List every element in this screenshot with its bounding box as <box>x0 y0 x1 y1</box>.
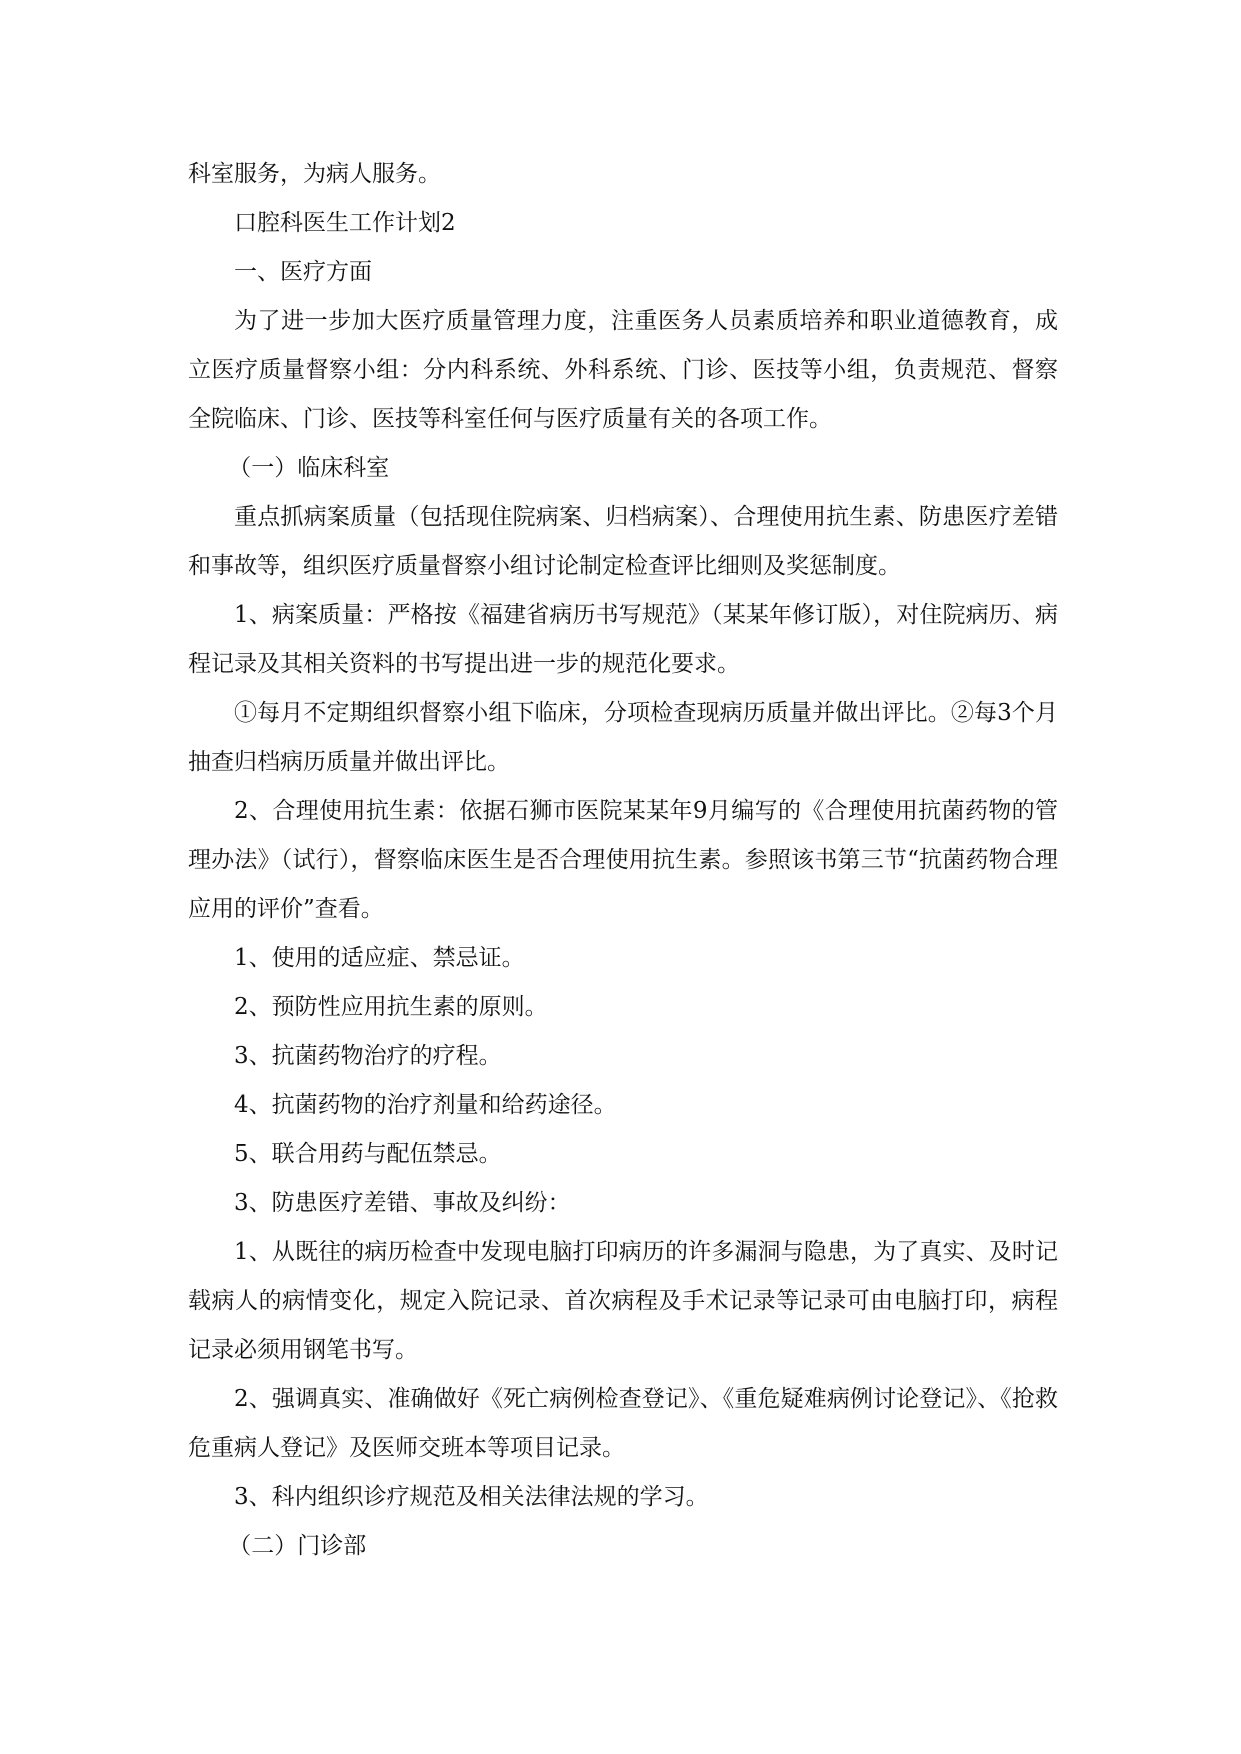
paragraph: 2、合理使用抗生素：依据石狮市医院某某年9月编写的《合理使用抗菌药物的管理办法》（试行），督察临床医生是否合理使用抗生素。参照该书第三节“抗菌药物合理应用的评价”查看。 <box>188 798 1058 922</box>
list-item: 5、联合用药与配伍禁忌。 <box>234 1141 502 1167</box>
list-item: 1、从既往的病历检查中发现电脑打印病历的许多漏洞与隐患，为了真实、及时记载病人的病情变化，规定入院记录、首次病程及手术记录等记录可由电脑打印，病程记录必须用钢笔书写。 <box>188 1239 1058 1363</box>
document-body <box>188 150 1058 1571</box>
paragraph: 3、防患医疗差错、事故及纠纷： <box>234 1190 571 1216</box>
list-item: 3、科内组织诊疗规范及相关法律法规的学习。 <box>234 1484 709 1510</box>
paragraph: 为了进一步加大医疗质量管理力度，注重医务人员素质培养和职业道德教育，成立医疗质量督察小组：分内科系统、外科系统、门诊、医技等小组，负责规范、督察全院临床、门诊、医技等科室任何与医疗质量有关的各项工作。 <box>188 308 1058 432</box>
list-item: 2、强调真实、准确做好《死亡病例检查登记》、《重危疑难病例讨论登记》、《抢救危重病人登记》及医师交班本等项目记录。 <box>188 1386 1058 1461</box>
paragraph: 1、病案质量：严格按《福建省病历书写规范》（某某年修订版），对住院病历、病程记录及其相关资料的书写提出进一步的规范化要求。 <box>188 602 1058 677</box>
subheading-outpatient: （二）门诊部 <box>228 1533 367 1559</box>
paragraph: 科室服务，为病人服务。 <box>188 161 441 187</box>
paragraph: 重点抓病案质量（包括现住院病案、归档病案）、合理使用抗生素、防患医疗差错和事故等，组织医疗质量督察小组讨论制定检查评比细则及奖惩制度。 <box>188 504 1058 579</box>
paragraph: ①每月不定期组织督察小组下临床，分项检查现病历质量并做出评比。②每3个月抽查归档病历质量并做出评比。 <box>188 700 1058 775</box>
list-item: 1、使用的适应症、禁忌证。 <box>234 945 525 971</box>
list-item: 4、抗菌药物的治疗剂量和给药途径。 <box>234 1092 617 1118</box>
subheading-clinical: （一）临床科室 <box>228 455 390 481</box>
heading-medical: 一、医疗方面 <box>234 259 372 285</box>
list-item: 2、预防性应用抗生素的原则。 <box>234 994 548 1020</box>
section-title: 口腔科医生工作计划2 <box>234 210 456 236</box>
list-item: 3、抗菌药物治疗的疗程。 <box>234 1043 502 1069</box>
